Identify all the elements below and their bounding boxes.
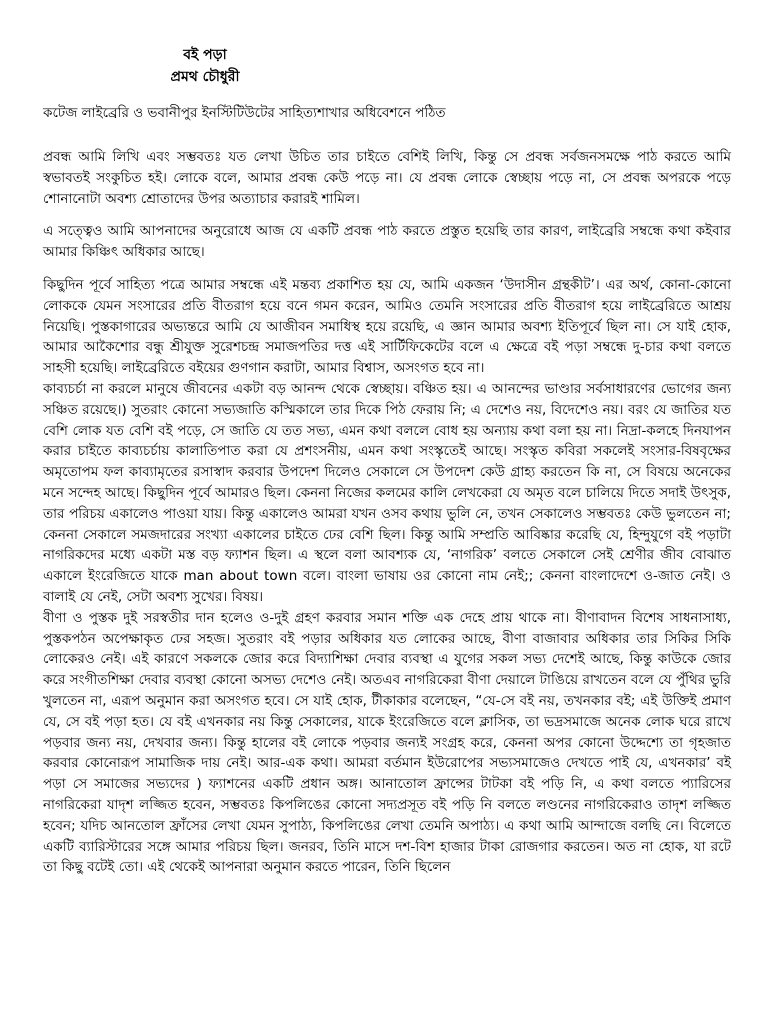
document-body bbox=[43, 147, 731, 878]
paragraph: কিছুদিন পূর্বে সাহিত্য পত্রে আমার সম্বন্ধে এই মন্তব্য প্রকাশিত হয় যে, আমি একজন ‘উদাসীন গ্রন্থকীট’। এর অর্থ, কোনা-কোনো লোককে যেমন সংসারের প্রতি বীতরাগ হয়ে বনে গমন করেন, আমিও তেমনি সংসারের প্রতি বীতরাগ হয়ে লাইব্রেরিতে আশ্রয় নিয়েছি। পুস্তকাগারের অভ্যন্তরে আমি যে আজীবন সমাধিস্থ হয়ে রয়েছি, এ জ্ঞান আমার অবশ্য ইতিপূর্বে ছিল না। সে যাই হোক, আমার আকৈশোর বন্ধু শ্রীযুক্ত সুরেশচন্দ্র সমাজপতির দত্ত এই সার্টিফিকেটের বলে এ ক্ষেত্রে বই পড়া সম্বন্ধে দু-চার কথা বলতে সাহসী হয়েছি। লাইব্রেরিতে বইয়ের গুণগান করাটা, আমার বিশ্বাস, অসংগত হবে না। bbox=[43, 276, 731, 377]
paragraph: এ সত্ত্বেও আমি আপনাদের অনুরোধে আজ যে একটি প্রবন্ধ পাঠ করতে প্রস্তুত হয়েছি তার কারণ, লাইব্রেরি সম্বন্ধে কথা কইবার আমার কিঞ্চিৎ অধিকার আছে। bbox=[43, 223, 731, 261]
document-title: বই পড়া bbox=[183, 47, 227, 63]
document-subtitle: কটেজ লাইব্রেরি ও ভবানীপুর ইনস্টিটিউটের সাহিত্যশাখার অধিবেশনে পঠিত bbox=[43, 105, 446, 121]
paragraph: কাব্যচর্চা না করলে মানুষে জীবনের একটা বড় আনন্দ থেকে স্বেচ্ছায়। বঞ্চিত হয়। এ আনন্দের ভাণ্ডার সর্বসাধারণের ভোগের জন্য সঞ্চিত রয়েছে।) সুতরাং কোনো সভ্যজাতি কস্মিকালে তার দিকে পিঠ ফেরায় নি; এ দেশেও নয়, বিদেশেও নয়। বরং যে জাতির যত বেশি লোক যত বেশি বই পড়ে, সে জাতি যে তত সভ্য, এমন কথা বললে বোধ হয় অন্যায় কথা বলা হয় না। নিদ্রা-কলহে দিনযাপন করার চাইতে কাব্যচর্চায় কালাতিপাত করা যে প্রশংসনীয়, এমন কথা সংস্কৃতেই আছে। সংস্কৃত কবিরা সকলেই সংসার-বিষবৃক্ষের অমৃতোপম ফল কাব্যামৃতের রসাস্বাদ করবার উপদেশ দিলেও সেকালে সে উপদেশ কেউ গ্রাহ্য করতেন কি না, সে বিষয়ে অনেকের মনে সন্দেহ আছে। কিছুদিন পূর্বে আমারও ছিল। কেননা নিজের কলমের কালি লেখকেরা যে অমৃত বলে চালিয়ে দিতে সদাই উৎসুক, তার পরিচয় একালেও পাওয়া যায়। কিন্তু একালেও আমরা যখন ওসব কথায় ভুলি নে, তখন সেকালেও সম্ভবতঃ কেউ ভুলতেন না; কেননা সেকালে সমজদারের সংখ্যা একালের চাইতে ঢের বেশি ছিল। কিন্তু আমি সম্প্রতি আবিষ্কার করেছি যে, হিন্দুযুগে বই পড়াটা নাগরিকদের মধ্যে একটা মস্ত বড় ফ্যাশন ছিল। এ স্থলে বলা আবশ্যক যে, ‘নাগরিক’ বলতে সেকালে সেই শ্রেণীর জীব বোঝাত একালে ইংরেজিতে যাকে man about town বলে। বাংলা ভাষায় ওর কোনো নাম নেই;; কেননা বাংলাদেশে ও-জাত নেই। ও বালাই যে নেই, সেটা অবশ্য সুখের। বিষয়। bbox=[43, 380, 731, 605]
title-block bbox=[150, 44, 260, 88]
paragraph: প্রবন্ধ আমি লিখি এবং সম্ভবতঃ যত লেখা উচিত তার চাইতে বেশিই লিখি, কিন্তু সে প্রবন্ধ সর্বজনসমক্ষে পাঠ করতে আমি স্বভাবতই সংকুচিত হই। লোকে বলে, আমার প্রবন্ধ কেউ পড়ে না। যে প্রবন্ধ লোকে স্বেচ্ছায় পড়ে না, সে প্রবন্ধ অপরকে পড়ে শোনানোটা অবশ্য শ্রোতাদের উপর অত্যাচার করারই শামিল। bbox=[43, 149, 731, 207]
paragraph: বীণা ও পুস্তক দুই সরস্বতীর দান হলেও ও-দুই গ্রহণ করবার সমান শক্তি এক দেহে প্রায় থাকে না। বীণাবাদন বিশেষ সাধনাসাধ্য, পুস্তকপঠন অপেক্ষাকৃত ঢের সহজ। সুতরাং বই পড়ার অধিকার যত লোকের আছে, বীণা বাজাবার অধিকার তার সিকির সিকি লোকেরও নেই। এই কারণে সকলকে জোর করে বিদ্যাশিক্ষা দেবার ব্যবস্থা এ যুগের সকল সভ্য দেশেই আছে, কিন্তু কাউকে জোর করে সংগীতশিক্ষা দেবার ব্যবস্থা কোনো অসভ্য দেশেও নেই। অতএব নাগরিকেরা বীণা দেয়ালে টাঙিয়ে রাখতেন বলে যে পুঁথির ভুরি খুলতেন না, এরূপ অনুমান করা অসংগত হবে। সে যাই হোক, টীকাকার বলেছেন, “যে-সে বই নয়, তখনকার বই; এই উক্তিই প্রমাণ যে, সে বই পড়া হত। যে বই এখনকার নয় কিন্তু সেকালের, যাকে ইংরেজিতে বলে ক্লাসিক, তা ভদ্রসমাজে অনেক লোক ঘরে রাখে পড়বার জন্য নয়, দেখবার জন্য। কিন্তু হালের বই লোকে পড়বার জন্যই সংগ্রহ করে, কেননা অপর কোনো উদ্দেশ্যে তা গৃহজাত করবার কোনোরূপ সামাজিক দায় নেই। আর-এক কথা। আমরা বর্তমান ইউরোপের সভ্যসমাজেও দেখতে পাই যে, এখনকার’ বই পড়া সে সমাজের সভ্যদের ) ফ্যাশনের একটি প্রধান অঙ্গ। আনাতোল ফ্রান্সের টাটকা বই পড়ি নি, এ কথা বলতে প্যারিসের নাগরিকেরা যাদৃশ লজ্জিত হবেন, সম্ভবতঃ কিপলিঙের কোনো সদ্যপ্রসূত বই পড়ি নি বলতে লণ্ডনের নাগরিকেরাও তাদৃশ লজ্জিত হবেন; যদিচ আনতোল ফ্রাঁসের লেখা যেমন সুপাঠ্য, কিপলিঙের লেখা তেমনি অপাঠ্য। এ কথা আমি আন্দাজে বলছি নে। বিলেতে একটি ব্যারিস্টারের সঙ্গে আমার পরিচয় ছিল। জনরব, তিনি মাসে দশ-বিশ হাজার টাকা রোজগার করতেন। অত না হোক, যা রটে তা কিছু বটেই তো। এই থেকেই আপনারা অনুমান করতে পারেন, তিনি ছিলেন bbox=[43, 609, 731, 876]
document-author: প্রমথ চৌধুরী bbox=[170, 69, 240, 85]
